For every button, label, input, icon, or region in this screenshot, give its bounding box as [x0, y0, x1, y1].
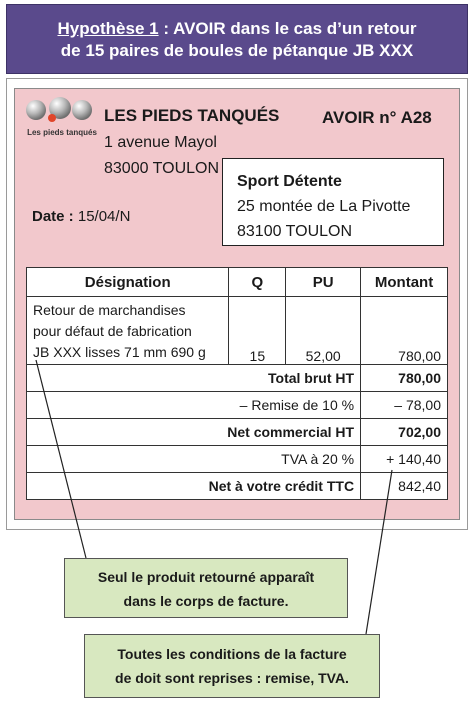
company-address-street: 1 avenue Mayol — [104, 134, 217, 151]
total-row — [27, 473, 448, 500]
total-row — [27, 392, 448, 419]
total-row — [27, 365, 448, 392]
item-designation — [27, 297, 229, 365]
total-value: 780,00 — [361, 365, 448, 392]
client-address-box — [222, 158, 444, 246]
note2-line1: Toutes les conditions de la facture — [117, 646, 347, 662]
header-title-line1: : AVOIR dans le cas d’un retour — [158, 19, 417, 38]
item-unit-price: 52,00 — [286, 297, 361, 365]
header-quantity: Q — [229, 268, 286, 297]
date-value: 15/04/N — [77, 208, 131, 225]
credit-note-number: AVOIR n° A28 — [322, 108, 432, 127]
total-row — [27, 446, 448, 473]
note1-line2: dans le corps de facture. — [123, 593, 289, 609]
client-address-street: 25 montée de La Pivotte — [237, 198, 411, 215]
total-value: + 140,40 — [361, 446, 448, 473]
header-banner — [6, 4, 468, 74]
item-designation-line3: JB XXX lisses 71 mm 690 g — [33, 344, 206, 360]
document-date — [32, 208, 130, 225]
table-row — [27, 297, 448, 365]
item-designation-line1: Retour de marchandises — [33, 302, 186, 318]
header-amount: Montant — [361, 268, 448, 297]
item-quantity: 15 — [229, 297, 286, 365]
note2-line2: de doit sont reprises : remise, TVA. — [115, 670, 349, 686]
logo-caption: Les pieds tanqués — [27, 128, 97, 137]
header-title-line2: de 15 paires de boules de pétanque JB XXX — [60, 41, 414, 60]
client-name: Sport Détente — [237, 173, 342, 190]
total-label: Net à votre crédit TTC — [27, 473, 361, 500]
header-designation: Désignation — [27, 268, 229, 297]
client-address-city: 83100 TOULON — [237, 223, 353, 240]
total-label: TVA à 20 % — [27, 446, 361, 473]
item-designation-line2: pour défaut de fabrication — [33, 323, 192, 339]
callout-note-conditions — [84, 634, 380, 698]
total-label: – Remise de 10 % — [27, 392, 361, 419]
total-row — [27, 419, 448, 446]
company-name: LES PIEDS TANQUÉS — [104, 106, 280, 125]
date-label: Date : — [32, 208, 74, 225]
company-address-city: 83000 TOULON — [104, 160, 220, 177]
note1-line1: Seul le produit retourné apparaît — [97, 569, 315, 585]
table-header-row — [27, 268, 448, 297]
hypothesis-label: Hypothèse 1 — [57, 19, 159, 38]
total-label: Net commercial HT — [27, 419, 361, 446]
items-table — [26, 267, 448, 500]
header-unit-price: PU — [286, 268, 361, 297]
total-value: 842,40 — [361, 473, 448, 500]
total-label: Total brut HT — [27, 365, 361, 392]
callout-note-returned-product — [64, 558, 348, 618]
total-value: 702,00 — [361, 419, 448, 446]
item-amount: 780,00 — [361, 297, 448, 365]
total-value: – 78,00 — [361, 392, 448, 419]
